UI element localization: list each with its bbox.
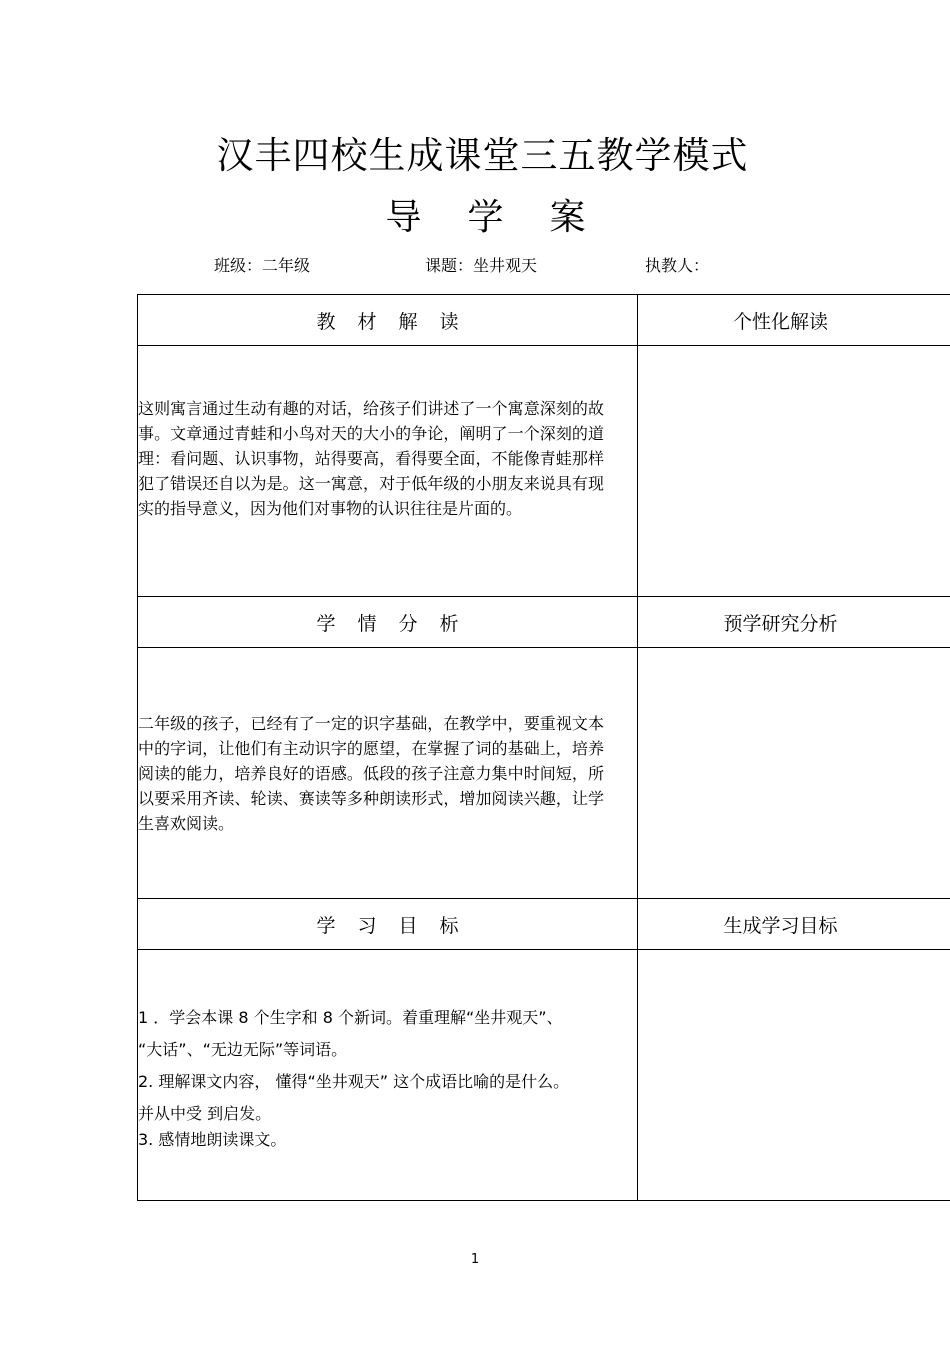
heading-textbook-reading: 教材解读 (316, 310, 481, 333)
teacher-label: 执教人： (645, 256, 710, 275)
body-cell-personal-reading (638, 346, 950, 596)
section-heading-row (138, 597, 950, 648)
body-cell-generated-goals (638, 950, 950, 1200)
goal-line-1: 1 ．学会本课 8 个生字和 8 个新词。着重理解“坐井观天”、 (138, 1008, 563, 1027)
heading-learning-goals: 学习目标 (316, 914, 481, 937)
goal-line-3: 2. 理解课文内容， 懂得“坐井观天” 这个成语比喻的是什么。 (138, 1072, 570, 1091)
learning-goals-list (138, 1005, 638, 1159)
textbook-reading-text: 这则寓言通过生动有趣的对话，给孩子们讲述了一个寓意深刻的故事。文章通过青蛙和小鸟对天的大小的争论，阐明了一个深刻的道理：看问题、认识事物，站得要高，看得要全面，不能像青蛙那样犯了错误还自以为是。这一寓意，对于低年级的小朋友来说具有现实的指导意义，因为他们对事物的认识往往是片面的。 (138, 399, 604, 518)
lesson-plan-table (137, 294, 950, 1201)
heading-cell-textbook-reading (138, 295, 638, 345)
goal-line-5: 3. 感情地朗读课文。 (138, 1130, 287, 1149)
heading-cell-preview-analysis (638, 597, 950, 647)
heading-cell-personal-reading (638, 295, 950, 345)
heading-preview-analysis: 预学研究分析 (723, 612, 838, 635)
heading-student-analysis: 学情分析 (316, 612, 481, 635)
section-body-row (138, 648, 950, 899)
topic-label: 课题：坐井观天 (425, 256, 538, 275)
page-number: 1 (470, 1252, 480, 1267)
section-body-row (138, 346, 950, 597)
section-body-row (138, 950, 950, 1201)
heading-personal-reading: 个性化解读 (732, 310, 828, 333)
heading-cell-generated-goals (638, 899, 950, 949)
document-subtitle: 导学案 (385, 197, 632, 238)
class-label: 班级：二年级 (214, 256, 311, 275)
section-heading-row (138, 899, 950, 950)
heading-generated-goals: 生成学习目标 (723, 914, 838, 937)
goal-line-4: 并从中受 到启发。 (138, 1104, 272, 1123)
body-cell-textbook-reading (138, 346, 638, 596)
heading-cell-student-analysis (138, 597, 638, 647)
goal-line-2: “大话”、“无边无际”等词语。 (138, 1040, 348, 1059)
student-analysis-text: 二年级的孩子，已经有了一定的识字基础，在教学中，要重视文本中的字词，让他们有主动识字的愿望，在掌握了词的基础上，培养阅读的能力，培养良好的语感。低段的孩子注意力集中时间短，所以要采用齐读、轮读、赛读等多种朗读形式，增加阅读兴趣，让学生喜欢阅读。 (138, 714, 604, 833)
heading-cell-learning-goals (138, 899, 638, 949)
document-title: 汉丰四校生成课堂三五教学模式 (216, 134, 749, 177)
section-heading-row (138, 295, 950, 346)
body-cell-preview-analysis (638, 648, 950, 898)
body-cell-student-analysis (138, 648, 638, 898)
body-cell-learning-goals (138, 950, 638, 1200)
